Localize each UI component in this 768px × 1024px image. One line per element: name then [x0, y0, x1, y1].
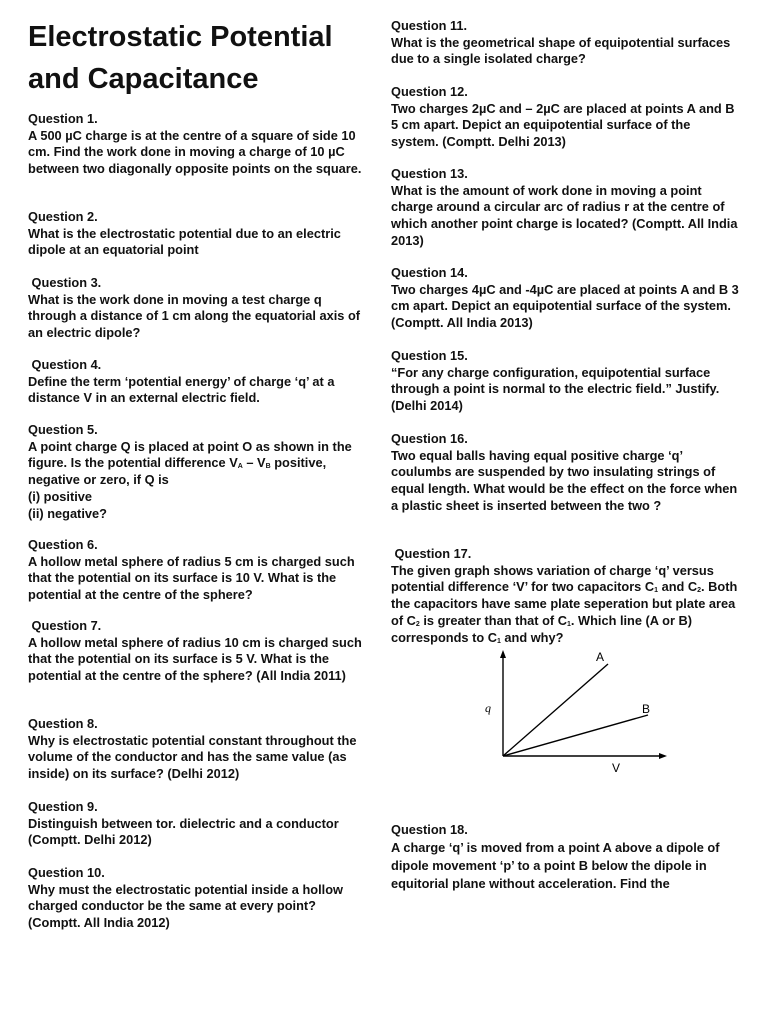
x-axis-label: V: [612, 761, 621, 775]
question-5: [28, 422, 370, 522]
question-label: Question 5.: [28, 422, 98, 437]
question-text: A hollow metal sphere of radius 10 cm is charged such that the potential on its surface is 5 V. What is the potential at the centre of the sphere? (All India 2011): [28, 634, 362, 684]
question-label: Question 7.: [28, 618, 102, 633]
question-2: [28, 209, 370, 259]
question-label: Question 13.: [391, 166, 468, 181]
question-7: [28, 618, 370, 685]
question-label: Question 6.: [28, 537, 98, 552]
question-label: Question 8.: [28, 716, 98, 731]
question-4: [28, 357, 370, 407]
question-13: [391, 166, 741, 250]
question-label: Question 4.: [28, 357, 102, 372]
question-label: Question 1.: [28, 111, 98, 126]
question-15: [391, 348, 741, 415]
question-text: A charge ‘q’ is moved from a point A above a dipole of dipole movement ‘p’ to a point B below the dipole in equitorial plane without acceleration. Find the: [391, 840, 720, 891]
question-text: Define the term ‘potential energy’ of charge ‘q’ at a distance V in an external electric field.: [28, 373, 335, 406]
question-text: “For any charge configuration, equipotential surface through a point is normal to the electric field.” Justify. (Delhi 2014): [391, 364, 720, 414]
x-axis-arrow: [659, 753, 667, 759]
question-10: [28, 865, 370, 932]
question-3: [28, 275, 370, 342]
question-text: The given graph shows variation of charge ‘q’ versus potential difference ‘V’ for two capacitors $C_1$ and $C_2$. Both the capacitors have same plate seperation but plate area of $C_2$ is greater than that of $C_1$. Which line (A or B) corresponds to $C_1$ and why?: [391, 562, 738, 645]
line-b-label: B: [642, 702, 651, 716]
y-axis-label: q: [485, 701, 491, 715]
question-label: Question 16.: [391, 431, 468, 446]
question-12: [391, 84, 741, 151]
question-text: Two charges 4µC and -4µC are placed at points A and B 3 cm apart. Depict an equipotential surface of the system. (Comptt. All India 2013): [391, 281, 739, 331]
question-text: Two equal balls having equal positive charge ‘q’ coulumbs are suspended by two insulating strings of equal length. What would be the effect on the force when a plastic sheet is inserted between the two ?: [391, 447, 738, 513]
y-axis-arrow: [500, 650, 506, 658]
question-label: Question 12.: [391, 84, 468, 99]
q-v-graph: [470, 648, 670, 778]
question-label: Question 10.: [28, 865, 105, 880]
question-text: Distinguish between tor. dielectric and a conductor (Comptt. Delhi 2012): [28, 815, 339, 848]
question-text: What is the electrostatic potential due to an electric dipole at an equatorial point: [28, 225, 341, 258]
question-18: [391, 821, 741, 893]
option-item: (ii) negative?: [28, 505, 107, 521]
option-item: (i) positive: [28, 488, 92, 504]
question-6: [28, 537, 370, 604]
question-text: What is the work done in moving a test charge q through a distance of 1 cm along the equatorial axis of an electric dipole?: [28, 291, 361, 341]
question-17: [391, 546, 741, 646]
question-text: Two charges 2µC and – 2µC are placed at points A and B 5 cm apart. Depict an equipotential surface of the system. (Comptt. Delhi 2013): [391, 100, 735, 150]
question-label: Question 15.: [391, 348, 468, 363]
question-14: [391, 265, 741, 332]
question-text: Why is electrostatic potential constant throughout the volume of the conductor and has the same value (as inside) on its surface? (Delhi 2012): [28, 732, 357, 782]
page-title: Electrostatic Potential and Capacitance: [28, 21, 333, 95]
line-a: [503, 664, 608, 756]
question-9: [28, 799, 370, 849]
question-label: Question 18.: [391, 822, 468, 837]
question-text: A hollow metal sphere of radius 5 cm is charged such that the potential on its surface is 10 V. What is the potential at the centre of the sphere?: [28, 553, 355, 603]
question-1: [28, 111, 370, 178]
question-text: Why must the electrostatic potential inside a hollow charged conductor be the same at every point? (Comptt. All India 2012): [28, 881, 343, 931]
question-label: Question 14.: [391, 265, 468, 280]
question-label: Question 2.: [28, 209, 98, 224]
question-16: [391, 431, 741, 515]
question-text: What is the geometrical shape of equipotential surfaces due to a single isolated charge?: [391, 34, 731, 67]
line-b: [503, 715, 648, 756]
question-label: Question 17.: [391, 546, 472, 561]
question-text: A point charge Q is placed at point O as shown in the figure. Is the potential difference $V_A - V_B$ positive, negative or zero, if Q is: [28, 438, 352, 488]
question-text: A 500 µC charge is at the centre of a square of side 10 cm. Find the work done in moving a charge of 10 µC between two diagonally opposite points on the square.: [28, 127, 362, 177]
question-label: Question 9.: [28, 799, 98, 814]
question-label: Question 3.: [28, 275, 102, 290]
question-8: [28, 716, 370, 783]
question-text: What is the amount of work done in moving a point charge around a circular arc of radius r at the centre of which another point charge is located? (Comptt. All India 2013): [391, 182, 738, 248]
question-label: Question 11.: [391, 18, 468, 33]
question-11: [391, 18, 741, 68]
line-a-label: A: [596, 650, 605, 664]
